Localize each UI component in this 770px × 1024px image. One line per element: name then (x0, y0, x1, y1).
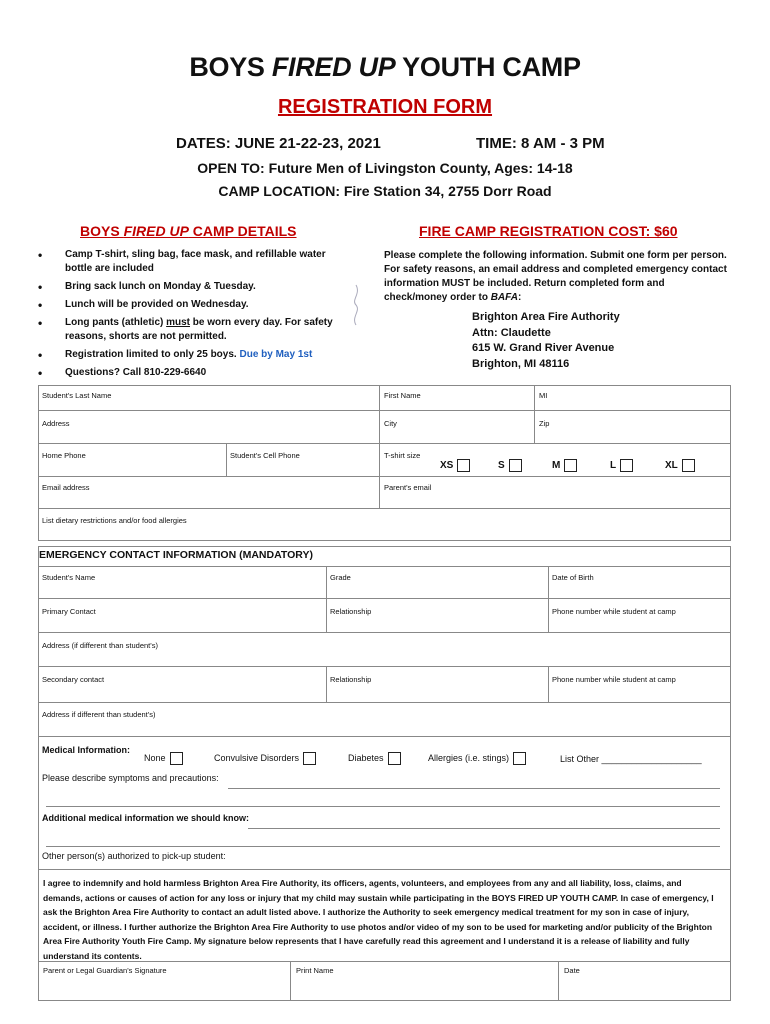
medical-convulsive[interactable]: Convulsive Disorders (214, 752, 316, 765)
secondary-contact-field[interactable]: Secondary contact (42, 675, 105, 684)
page-title: BOYS FIRED UP YOUTH CAMP (189, 52, 581, 82)
symptoms-line[interactable] (228, 788, 720, 789)
primary-relationship-field[interactable]: Relationship (330, 607, 372, 616)
emergency-heading: EMERGENCY CONTACT INFORMATION (MANDATORY) (39, 549, 313, 561)
camp-location: CAMP LOCATION: Fire Station 34, 2755 Dorr Road (218, 183, 552, 199)
first-name-field[interactable]: First Name (384, 391, 421, 400)
size-l[interactable]: L (610, 459, 633, 472)
home-phone-field[interactable]: Home Phone (42, 451, 86, 460)
allergies-checkbox[interactable] (513, 752, 526, 765)
tshirt-size-label: T-shirt size (384, 451, 421, 460)
camp-dates: DATES: JUNE 21-22-23, 2021 (176, 135, 381, 152)
medical-other-field[interactable]: List Other ____________________ (560, 754, 702, 764)
address-field[interactable]: Address (42, 419, 70, 428)
registration-info: Please complete the following information. Submit one form per person. For safety reasons, an email address and completed emergency contact information MUST be included. Return completed form and check/money order to BAFA: (384, 250, 727, 303)
student-name-field[interactable]: Student's Name (42, 573, 96, 582)
additional-info-line[interactable] (248, 828, 720, 829)
primary-contact-field[interactable]: Primary Contact (42, 607, 96, 616)
diabetes-checkbox[interactable] (388, 752, 401, 765)
due-date: Due by May 1st (239, 349, 313, 360)
symptoms-label: Please describe symptoms and precautions: (42, 773, 219, 783)
parent-email-field[interactable]: Parent's email (384, 483, 432, 492)
list-item: • Bring sack lunch on Monday & Tuesday. (38, 280, 338, 294)
title-emphasis: FIRED UP (271, 52, 396, 82)
xl-checkbox[interactable] (682, 459, 695, 472)
additional-info-line-2[interactable] (46, 846, 720, 847)
list-item: • Long pants (athletic) must be worn every day. For safety reasons, shorts are not permitted. (38, 316, 338, 344)
medical-diabetes[interactable]: Diabetes (348, 752, 401, 765)
symptoms-line-2[interactable] (46, 806, 720, 807)
grade-field[interactable]: Grade (330, 573, 351, 582)
xs-checkbox[interactable] (457, 459, 470, 472)
medical-allergies[interactable]: Allergies (i.e. stings) (428, 752, 526, 765)
medical-none[interactable]: None (144, 752, 183, 765)
list-item: • Questions? Call 810-229-6640 (38, 366, 338, 380)
l-checkbox[interactable] (620, 459, 633, 472)
secondary-relationship-field[interactable]: Relationship (330, 675, 372, 684)
size-xl[interactable]: XL (665, 459, 695, 472)
open-to: OPEN TO: Future Men of Livingston County, Ages: 14-18 (197, 160, 573, 176)
details-list (38, 248, 338, 384)
print-name-field[interactable]: Print Name (296, 966, 334, 975)
size-m[interactable]: M (552, 459, 577, 472)
city-field[interactable]: City (384, 419, 397, 428)
zip-field[interactable]: Zip (539, 419, 550, 428)
primary-phone-field[interactable]: Phone number while student at camp (552, 607, 676, 616)
last-name-field[interactable]: Student's Last Name (42, 391, 112, 400)
s-checkbox[interactable] (509, 459, 522, 472)
list-item: • Camp T-shirt, sling bag, face mask, and refillable water bottle are included (38, 248, 338, 276)
additional-info-label: Additional medical information we should know: (42, 813, 250, 823)
size-s[interactable]: S (498, 459, 522, 472)
medical-info-label: Medical Information: (42, 745, 131, 755)
details-heading: BOYS FIRED UP CAMP DETAILS (80, 223, 297, 239)
email-field[interactable]: Email address (42, 483, 90, 492)
decorative-curl-icon (350, 284, 362, 326)
none-checkbox[interactable] (170, 752, 183, 765)
mailing-address: Brighton Area Fire Authority Attn: Claudette 615 W. Grand River Avenue Brighton, MI 48116 (472, 311, 620, 370)
guardian-signature-field[interactable]: Parent or Legal Guardian's Signature (43, 966, 167, 975)
convulsive-checkbox[interactable] (303, 752, 316, 765)
dietary-field[interactable]: List dietary restrictions and/or food allergies (42, 516, 187, 525)
camp-time: TIME: 8 AM - 3 PM (476, 135, 605, 152)
secondary-phone-field[interactable]: Phone number while student at camp (552, 675, 676, 684)
list-item: • Registration limited to only 25 boys. Due by May 1st (38, 348, 338, 362)
cell-phone-field[interactable]: Student's Cell Phone (230, 451, 300, 460)
pickup-label: Other person(s) authorized to pick-up student: (42, 851, 226, 861)
release-agreement: I agree to indemnify and hold harmless Brighton Area Fire Authority, its officers, agents, volunteers, and employees from any and all liability, loss, claims, and demands, actions or causes of action for any loss or injury that my child may sustain while participating in the BOYS FIRED UP YOUTH CAMP. In case of emergency, I ask the Brighton Area Fire Authority to contact an adult listed above. I authorize the Authority to seek emergency medical treatment for my son in case of injury, accident, or illness. I further authorize the Brighton Area Fire Authority to use photos and/or video of my son to be used for marketing and/or publicity of the Brighton Area Fire Authority Youth Fire Camp. My signature below represents that I have carefully read this agreement and I understand it is a release of liability and fully understand its contents. (43, 878, 714, 961)
registration-cost-heading: FIRE CAMP REGISTRATION COST: $60 (419, 223, 678, 239)
size-xs[interactable]: XS (440, 459, 470, 472)
date-field[interactable]: Date (564, 966, 580, 975)
form-subtitle: REGISTRATION FORM (277, 96, 493, 118)
dob-field[interactable]: Date of Birth (552, 573, 594, 582)
primary-address-field[interactable]: Address (if different than student's) (42, 641, 158, 650)
secondary-address-field[interactable]: Address if different than student's) (42, 710, 156, 719)
mi-field[interactable]: MI (539, 391, 548, 400)
list-item: • Lunch will be provided on Wednesday. (38, 298, 338, 312)
m-checkbox[interactable] (564, 459, 577, 472)
